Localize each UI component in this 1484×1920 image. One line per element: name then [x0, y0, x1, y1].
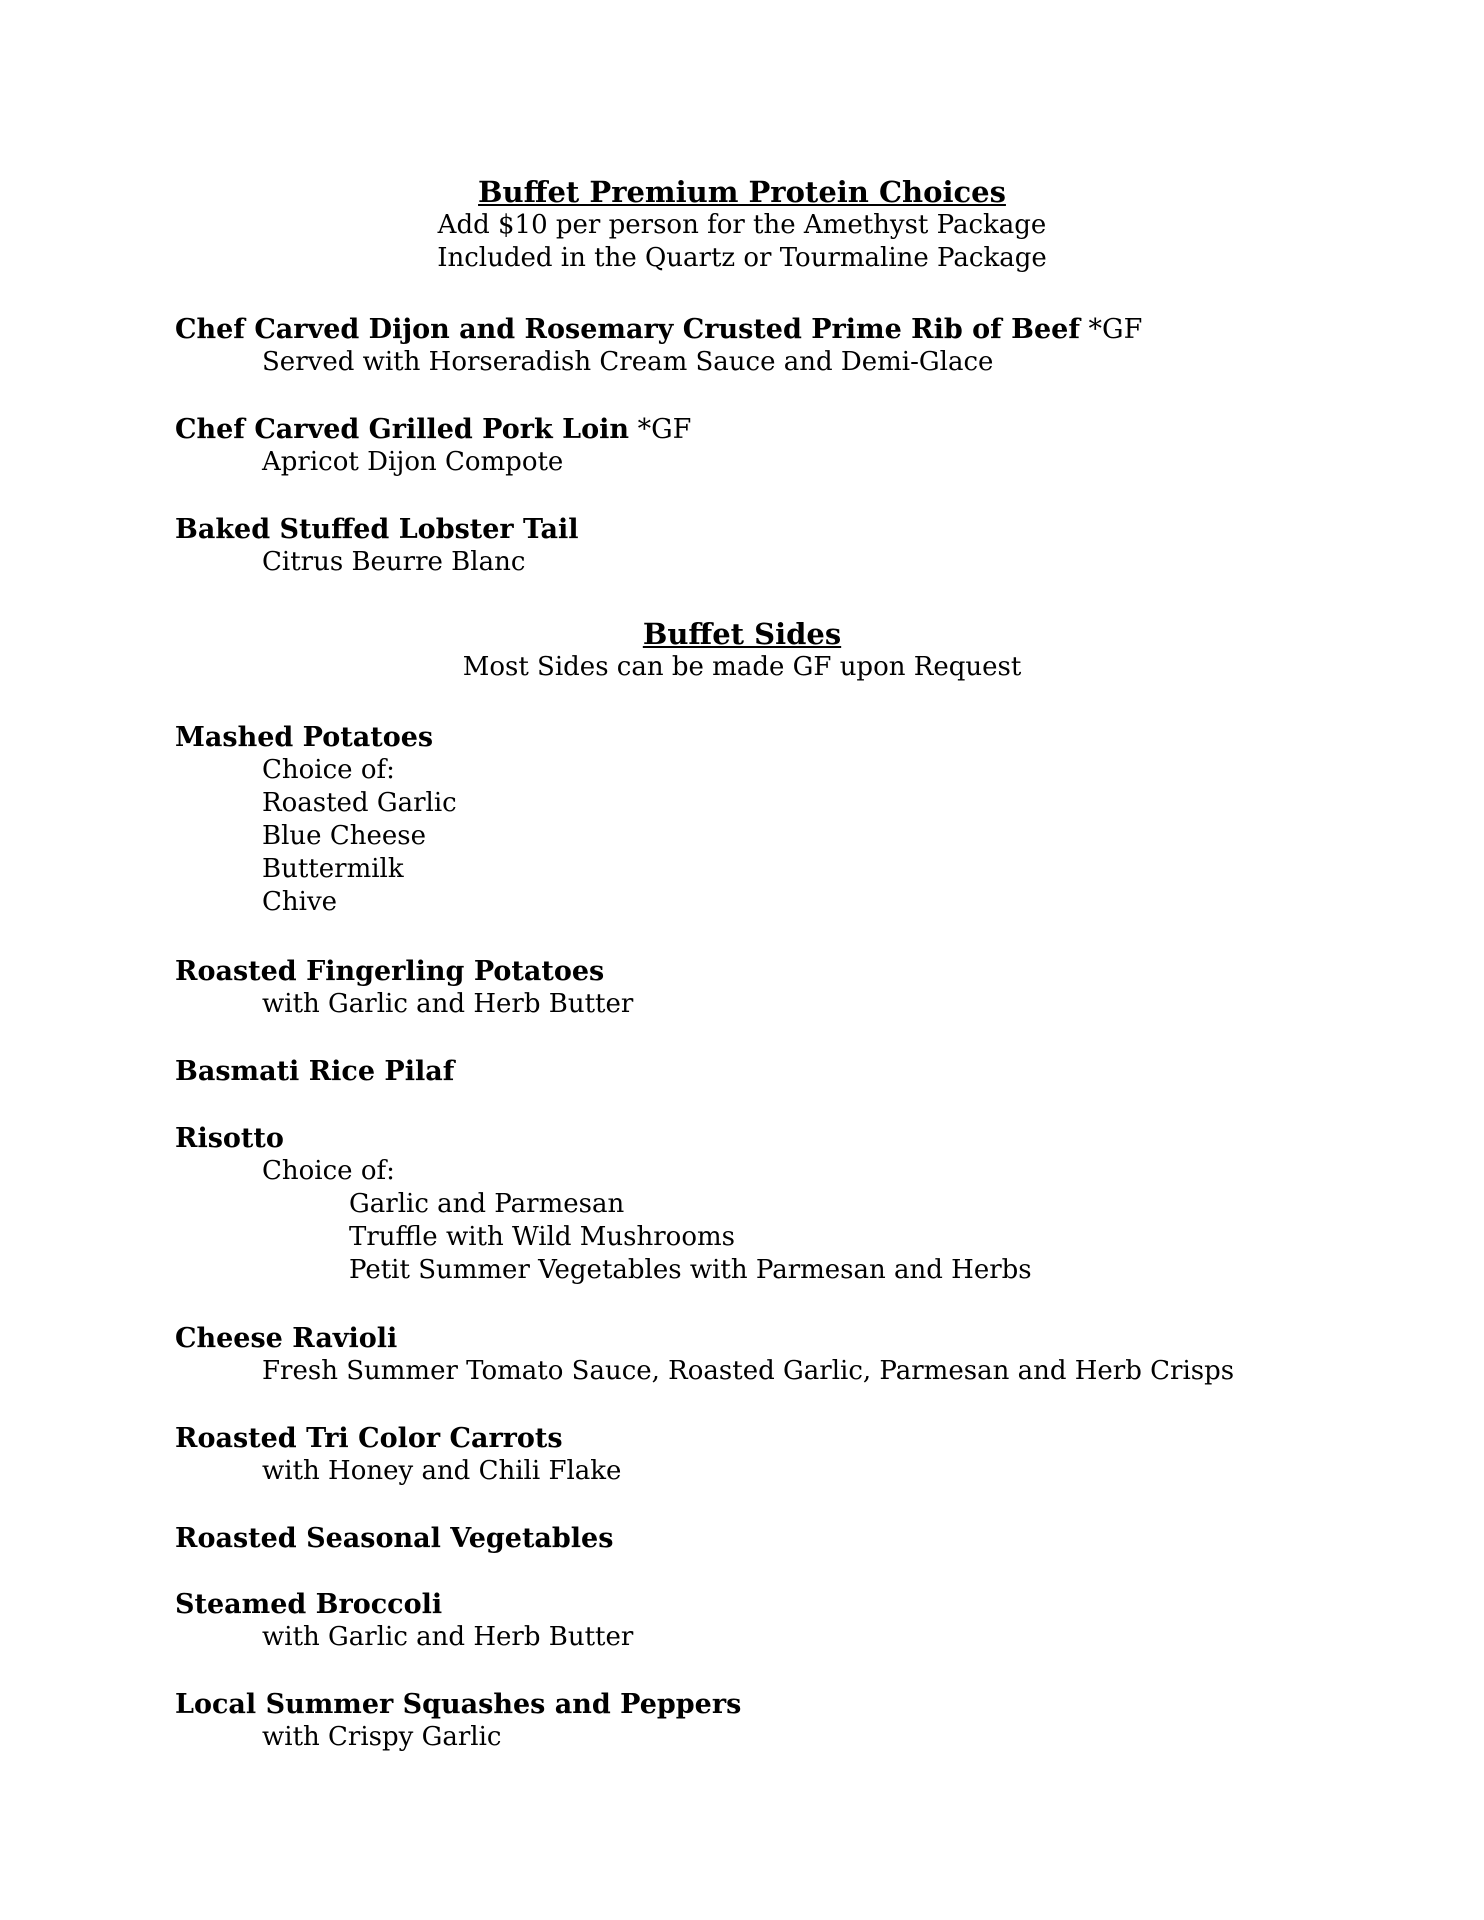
item-name: Chef Carved Dijon and Rosemary Crusted Prime Rib of Beef *GF — [175, 314, 1143, 345]
section-subtitle: Most Sides can be made GF upon Request — [462, 652, 1022, 682]
choice-option: Garlic and Parmesan — [349, 1189, 625, 1219]
choice-option: Petit Summer Vegetables with Parmesan and Herbs — [349, 1255, 1032, 1285]
item-description: Fresh Summer Tomato Sauce, Roasted Garlic, Parmesan and Herb Crisps — [262, 1356, 1235, 1386]
section-title: Buffet Sides — [642, 617, 842, 651]
protein-section-header — [0, 175, 1484, 275]
item-name: Roasted Fingerling Potatoes — [175, 956, 605, 987]
menu-item-tri-color-carrots — [175, 1422, 1375, 1488]
item-description: Apricot Dijon Compote — [262, 447, 564, 477]
choice-label: Choice of: — [262, 1156, 395, 1186]
item-name: Risotto — [175, 1123, 284, 1154]
menu-item-prime-rib — [175, 313, 1375, 379]
item-name: Roasted Seasonal Vegetables — [175, 1523, 614, 1554]
menu-item-cheese-ravioli — [175, 1322, 1375, 1388]
item-name: Basmati Rice Pilaf — [175, 1056, 455, 1087]
sides-section-header — [0, 617, 1484, 684]
menu-item-risotto — [175, 1122, 1375, 1287]
gluten-free-tag: *GF — [628, 414, 692, 445]
menu-item-seasonal-vegetables — [175, 1522, 1375, 1555]
gluten-free-tag: *GF — [1079, 314, 1143, 345]
item-name: Roasted Tri Color Carrots — [175, 1423, 563, 1454]
item-name: Mashed Potatoes — [175, 722, 434, 753]
item-description: with Garlic and Herb Butter — [262, 989, 634, 1019]
menu-item-basmati-rice — [175, 1055, 1375, 1088]
menu-item-pork-loin — [175, 413, 1375, 479]
section-subtitle: Add $10 per person for the Amethyst Package — [437, 210, 1047, 240]
item-name: Baked Stuffed Lobster Tail — [175, 514, 579, 545]
item-name: Local Summer Squashes and Peppers — [175, 1689, 742, 1720]
item-description: with Crispy Garlic — [262, 1722, 502, 1752]
menu-item-lobster-tail — [175, 513, 1375, 579]
choice-option: Roasted Garlic — [262, 788, 457, 818]
choice-label: Choice of: — [262, 755, 395, 785]
menu-item-mashed-potatoes — [175, 721, 1375, 919]
item-description: Citrus Beurre Blanc — [262, 547, 526, 577]
item-description: with Honey and Chili Flake — [262, 1456, 622, 1486]
menu-item-summer-squashes — [175, 1688, 1375, 1754]
menu-item-fingerling-potatoes — [175, 955, 1375, 1021]
menu-item-steamed-broccoli — [175, 1588, 1375, 1654]
choice-option: Truffle with Wild Mushrooms — [349, 1222, 735, 1252]
choice-option: Blue Cheese — [262, 821, 426, 851]
item-description: with Garlic and Herb Butter — [262, 1622, 634, 1652]
choice-option: Buttermilk — [262, 854, 404, 884]
item-description: Served with Horseradish Cream Sauce and Demi-Glace — [262, 347, 994, 377]
section-subtitle: Included in the Quartz or Tourmaline Package — [437, 243, 1047, 273]
item-name: Chef Carved Grilled Pork Loin *GF — [175, 414, 692, 445]
section-title: Buffet Premium Protein Choices — [478, 175, 1006, 209]
item-name: Steamed Broccoli — [175, 1589, 443, 1620]
item-name: Cheese Ravioli — [175, 1323, 398, 1354]
choice-option: Chive — [262, 887, 338, 917]
